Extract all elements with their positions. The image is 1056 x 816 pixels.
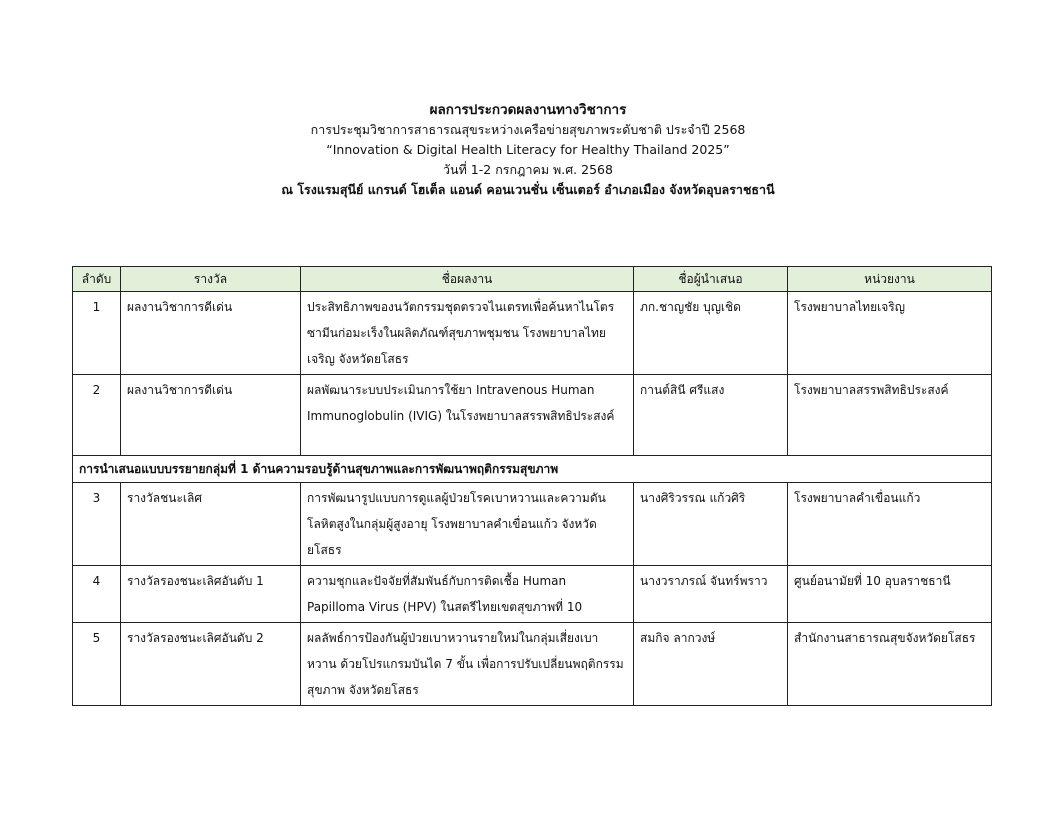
cell-agency: โรงพยาบาลคำเขื่อนแก้ว [788,483,992,566]
conference-venue: ณ โรงแรมสุนีย์ แกรนด์ โฮเต็ล แอนด์ คอนเวนชั่น เซ็นเตอร์ อำเภอเมือง จังหวัดอุบลราชธานี [281,182,775,197]
cell-no: 5 [73,623,121,706]
cell-title: การพัฒนารูปแบบการดูแลผู้ป่วยโรคเบาหวานและความดันโลหิตสูงในกลุ่มผู้สูงอายุ โรงพยาบาลคำเขื่อนแก้ว จังหวัดยโสธร [301,483,634,566]
cell-no: 4 [73,566,121,623]
document-header [0,100,1056,200]
cell-no: 2 [73,375,121,456]
cell-presenter: ภก.ชาญชัย บุญเชิด [634,292,788,375]
cell-agency: ศูนย์อนามัยที่ 10 อุบลราชธานี [788,566,992,623]
col-header-title: ชื่อผลงาน [301,267,634,292]
cell-title: ผลพัฒนาระบบประเมินการใช้ยา Intravenous Human Immunoglobulin (IVIG) ในโรงพยาบาลสรรพสิทธิประสงค์ [301,375,634,456]
cell-no: 3 [73,483,121,566]
cell-award: รางวัลรองชนะเลิศอันดับ 2 [121,623,301,706]
table-header-row [73,267,992,292]
conference-name: การประชุมวิชาการสาธารณสุขระหว่างเครือข่ายสุขภาพระดับชาติ ประจำปี 2568 [310,122,746,137]
cell-presenter: นางศิริวรรณ แก้วศิริ [634,483,788,566]
results-table [72,266,992,706]
cell-agency: โรงพยาบาลสรรพสิทธิประสงค์ [788,375,992,456]
cell-title: ประสิทธิภาพของนวัตกรรมชุดตรวจไนเตรทเพื่อค้นหาไนโตรซามีนก่อมะเร็งในผลิตภัณฑ์สุขภาพชุมชน โรงพยาบาลไทยเจริญ จังหวัดยโสธร [301,292,634,375]
cell-award: ผลงานวิชาการดีเด่น [121,292,301,375]
cell-no: 1 [73,292,121,375]
table-row [73,566,992,623]
cell-title: ความชุกและปัจจัยที่สัมพันธ์กับการติดเชื้อ Human Papilloma Virus (HPV) ในสตรีไทยเขตสุขภาพที่ 10 [301,566,634,623]
section-heading: การนำเสนอแบบบรรยายกลุ่มที่ 1 ด้านความรอบรู้ด้านสุขภาพและการพัฒนาพฤติกรรมสุขภาพ [73,456,992,483]
section-row [73,456,992,483]
col-header-award: รางวัล [121,267,301,292]
table-row [73,623,992,706]
cell-award: รางวัลรองชนะเลิศอันดับ 1 [121,566,301,623]
cell-award: ผลงานวิชาการดีเด่น [121,375,301,456]
cell-presenter: สมกิจ ลากวงษ์ [634,623,788,706]
conference-theme: “Innovation & Digital Health Literacy for Healthy Thailand 2025” [326,142,730,157]
cell-title: ผลลัพธ์การป้องกันผู้ป่วยเบาหวานรายใหม่ในกลุ่มเสี่ยงเบาหวาน ด้วยโปรแกรมบันได 7 ขั้น เพื่อการปรับเปลี่ยนพฤติกรรมสุขภาพ จังหวัดยโสธร [301,623,634,706]
conference-date: วันที่ 1-2 กรกฎาคม พ.ศ. 2568 [443,162,613,177]
cell-presenter: กานต์สินี ศรีแสง [634,375,788,456]
cell-presenter: นางวราภรณ์ จันทร์พราว [634,566,788,623]
col-header-agency: หน่วยงาน [788,267,992,292]
table-row [73,292,992,375]
col-header-no: ลำดับ [73,267,121,292]
table-row [73,375,992,456]
cell-agency: สำนักงานสาธารณสุขจังหวัดยโสธร [788,623,992,706]
cell-agency: โรงพยาบาลไทยเจริญ [788,292,992,375]
document-title: ผลการประกวดผลงานทางวิชาการ [429,102,627,118]
col-header-presenter: ชื่อผู้นำเสนอ [634,267,788,292]
table-row [73,483,992,566]
cell-award: รางวัลชนะเลิศ [121,483,301,566]
